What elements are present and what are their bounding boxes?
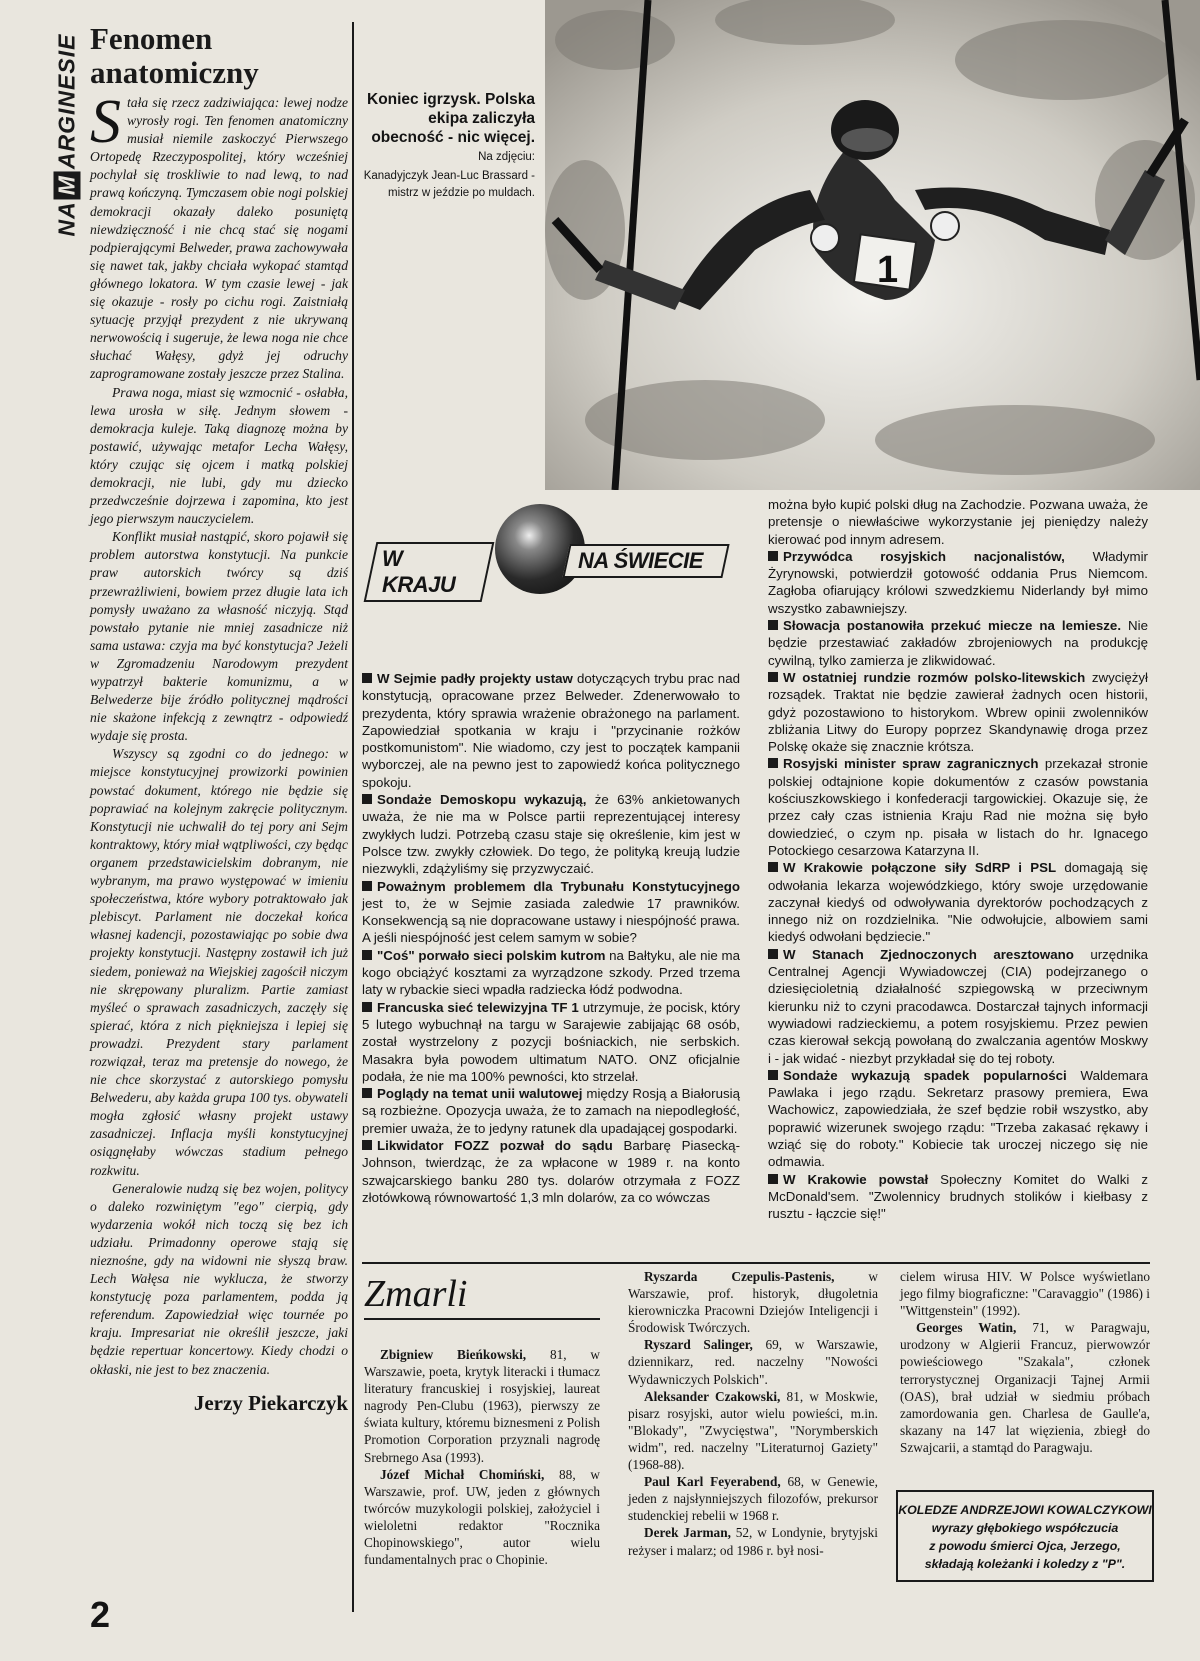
obituary-continuation: cielem wirusa HIV. W Polsce wyświetlano jego filmy biograficzne: "Caravaggio" (1986) i "Wittgenstein" (1992).	[900, 1269, 1150, 1319]
obituary-entry: Georges Watin, 71, w Paragwaju, urodzony w Algierii Francuz, pierwowzór powieściowego "Szakala", członek terrorystycznej Organizacji Tajnej Armii (OAS), brał udział w siedmiu próbach zamordowania gen. Charlesa de Gaulle'a, skazany na 147 lat więzienia, zbiegł do Szwajcarii, a stamtąd do Paragwaju.	[900, 1320, 1150, 1455]
news-column-1	[362, 670, 740, 1206]
article-paragraph: Stała się rzecz zadziwiająca: lewej nodze wyrosły rogi. Ten fenomen anatomiczny musiał niemile zaskoczyć Pierwszego Ortopedę Rzeczypospolitej, który wcześniej pochylał się troskliwie to nad lewą, to nad prawą kończyną. Tymczasem obie nogi polskiej demokracji okazały daleko posuniętą niewdzięczność i nie chcą stać się nogami podpierającymi Belweder, prawa zachowywała się nawet tak, jakby chciała wykopać stamtąd głównego lokatora. W tym czasie lewej - jak się okazuje - rosły po cichu rogi. Zaistniałą sytuację przyjął prezydent z nie ukrywaną nerwowością i sugeruje, że lewa noga nie chce słuchać Wałęsy, gdyż jej odruchy zaprogramowane zostały jeszcze przez Stalina.	[90, 88, 348, 382]
bullet-icon	[362, 1002, 372, 1012]
news-item: "Coś" porwało sieci polskim kutrom na Bałtyku, ale nie ma kogo obciążyć kosztami za wyrządzone szkody. Przed trzema laty w rybackie sieci wpadła radziecka łódź podwodna.	[362, 947, 740, 998]
article-paragraph: Generalowie nudzą się bez wojen, politycy o daleko rozwiniętym "ego" cierpią, gdy wydarzenia wokół nich toczą się bez ich udziału. Primadonny operowe stają się nieznośne, gdy na widowni nie słyszą braw. Lech Wałęsa nie wyklucza, że stworzy konstytucję poza parlamentem, podda ją referendum. Zapowiedział więc tournée po kraju. Impresariat nie określił jeszcze, jaki będzie repertuar koncertowy. Kiedy chodzi o okłaski, nie jest to bez znaczenia.	[90, 1180, 348, 1377]
section-label-m-box: M	[54, 171, 81, 199]
news-item: Poglądy na temat unii walutowej między Rosją a Białorusią są rozbieżne. Opozycja uważa, że to zamach na niepodległość, premier uważa, że to jedyny ratunek dla upadającej gospodarki.	[362, 1086, 740, 1136]
section-label-suffix: ARGINESIE	[53, 33, 80, 170]
drop-cap: S	[90, 88, 121, 156]
news-item: W Stanach Zjednoczonych aresztowano urzędnika Centralnej Agencji Wywiadowczej (CIA) podejrzanego o dziesięcioletnią działalność szpiegowską w przeciwnym kierunku niż to czyni pracodawca. Dostarczał tajnych informacji wywiadowi radzieckiemu, a potem rosyjskiemu. Przez pewien czas kierował sekcją powołaną do zwalczania agentów Moskwy i - jak widać - niezbyt przykładał się do tej roboty.	[768, 946, 1148, 1066]
article-paragraph: Prawa noga, miast się wzmocnić - osłabła, lewa urosła w siłę. Jednym słowem - demokracja kuleje. Taką diagnozę można by postawić, używając metafor Lecha Wałęsy, który czując się ojcem i matką polskiej demokracji, nie lubi, gdy mu dziecko przedwcześnie dojrzewa i zapomina, kto jest jego pierwszym nauczycielem.	[90, 384, 348, 527]
obituaries-column-2	[628, 1268, 878, 1559]
condolence-box	[896, 1490, 1154, 1582]
news-item: W Krakowie połączone siły SdRP i PSL domagają się odwołania lekarza wojewódzkiego, który swoje urzędowanie zaczynał kiedyś od odwoływania dyrektorów pochodzących z innego niż on rozdzielnika. "Nie odwołujcie, albowiem sami kiedyś odwołani będziecie."	[768, 860, 1148, 945]
bullet-icon	[768, 672, 778, 682]
article-body	[90, 88, 348, 1379]
obituary-entry: Paul Karl Feyerabend, 68, w Genewie, jeden z najsłynniejszych filozofów, prekursor studenckiej rebelii w 1968 r.	[628, 1474, 878, 1524]
news-item: Słowacja postanowiła przekuć miecze na lemiesze. Nie będzie przestawiać zakładów zbrojeniowych na produkcję cywilną, tylko zamierza je zlikwidować.	[768, 618, 1148, 668]
news-item: Sondaże wykazują spadek popularności Waldemara Pawlaka i jego rządu. Sekretarz prasowy premiera, Ewa Wachowicz, zapowiedziała, że szef będzie robił wszystko, aby poprawić wizerunek swojego rządu: "Trzeba zakasać rękawy i wziąć się do roboty." Kobiecie tak uroczej niczego się nie odmawia.	[768, 1067, 1149, 1170]
obituary-entry: Ryszard Salinger, 69, w Warszawie, dziennikarz, red. naczelny "Nowości Wydawniczych Polskich".	[628, 1337, 879, 1387]
condolence-line: KOLEDZE ANDRZEJOWI KOWALCZYKOWI	[898, 1503, 1152, 1517]
obituaries-column-1	[364, 1346, 600, 1568]
obituary-entry: Ryszarda Czepulis-Pastenis, w Warszawie, prof. historyk, długoletnia kierowniczka Pracowni Dziejów Inteligencji i Środowisk Twórczych.	[628, 1269, 878, 1336]
bullet-icon	[362, 881, 372, 891]
news-item: Poważnym problemem dla Trybunału Konstytucyjnego jest to, że w Sejmie zasiada zaledwie 17 prawników. Konsekwencją są nie dopracowane ustawy i niespójność prawa. A jeśli niespójność jest celem samym w sobie?	[362, 878, 740, 946]
condolence-line: z powodu śmierci Ojca, Jerzego,	[929, 1539, 1121, 1553]
left-article	[90, 22, 348, 1416]
bullet-icon	[362, 950, 372, 960]
bullet-icon	[362, 1088, 372, 1098]
logo-right-text: NA ŚWIECIE	[578, 548, 703, 573]
section-label-prefix: NA	[53, 201, 80, 237]
section-divider	[362, 1262, 1150, 1264]
skier-illustration	[545, 0, 1200, 490]
obituary-entry: Zbigniew Bieńkowski, 81, w Warszawie, poeta, krytyk literacki i tłumacz literatury francuskiej i rosyjskiej, laureat nagrody Pen-Clubu (1963), pierwszy ze świata kultury, któremu biznesmeni z Polish Promotion Corporation przyznali nagrodę Srebrnego Asa (1993).	[364, 1347, 600, 1465]
news-item: Sondaże Demoskopu wykazują, że 63% ankietowanych uważa, że nie ma w Polsce partii reprezentującej interesy zwykłych ludzi. Potrzebą czasu staje się określenie, kim jest w Polsce tzw. zwykły człowiek. Do tego, że polityką kreują ludzie niezwykli, zdążyliśmy się przyzwyczaić.	[362, 792, 740, 877]
news-item: Przywódca rosyjskich nacjonalistów, Władymir Żyrynowski, potwierdził gotowość oddania Prus Niemcom. Zagłoba ofiarujący królowi szwedzkiemu Niderlandy był mimo wszystko zabawniejszy.	[768, 548, 1148, 616]
caption-headline: Koniec igrzysk. Polska ekipa zaliczyła obecność - nic więcej.	[367, 91, 535, 146]
page-number: 2	[90, 1594, 111, 1635]
article-author: Jerzy Piekarczyk	[193, 1390, 348, 1415]
bullet-icon	[768, 949, 778, 959]
logo-left-text: W KRAJU	[382, 546, 456, 597]
obituaries-column-3	[900, 1268, 1150, 1456]
news-item: Likwidator FOZZ pozwał do sądu Barbarę Piasecką-Johnson, twierdząc, że za wpłacone w 1989 r. na konto szwajcarskiego banku 280 tys. dolarów otrzymała z FOZZ złotówkową równowartość 1,3 mln dolarów, za co wówczas	[362, 1138, 740, 1205]
obituary-entry: Aleksander Czakowski, 81, w Moskwie, pisarz rosyjski, autor wielu powieści, m.in. "Blokady", "Zwycięstwa", "Norymberskich widm", red. naczelny "Literaturnoj Gaziety" (1968-88).	[628, 1388, 878, 1473]
bullet-icon	[768, 551, 778, 561]
logo-left-box	[364, 542, 495, 602]
news-item: W ostatniej rundzie rozmów polsko-litewskich zwyciężył rozsądek. Traktat nie będzie zawierał żadnych ocen historii, gdyż pozostawiono to historykom. Wbrew opinii zwolenników zbliżania Litwy do Europy poprzez Skandynawię droga przez Polskę okaże się znacznie krótsza.	[768, 669, 1148, 755]
caption-label: Na zdjęciu:	[478, 151, 535, 163]
bullet-icon	[768, 1174, 778, 1184]
article-title: Fenomen anatomiczny	[90, 21, 259, 90]
bullet-icon	[768, 1070, 778, 1080]
bib-number: 1	[877, 249, 899, 291]
caption-text: Kanadyjczyk Jean-Luc Brassard - mistrz w jeździe po muldach.	[363, 170, 535, 199]
obituary-entry: Józef Michał Chomiński, 88, w Warszawie, prof. UW, jeden z głównych twórców muzykologii polskiej, założyciel i wieloletni redaktor "Rocznika Chopinowskiego", autor wielu fundamentalnych prac o Chopinie.	[364, 1466, 600, 1568]
section-label	[52, 20, 82, 250]
bullet-icon	[768, 862, 778, 872]
article-paragraph: Konflikt musiał nastąpić, skoro pojawił się problem autorstwa konstytucji. Na punkcie praw autorskich twórcy są dziś przewrażliwieni, bowiem przez długie lata ich pomysły uważano za własność niczyją. Stąd powstało pytanie nie mniej zasadnicze niż sama ustawa: czyja ma być konstytucja? Jeżeli w Zgromadzeniu Narodowym prezydent wypatrzył bakterie komunizmu, a w Belwederze bije źródło politycznej mądrości nie skażone infekcją z zewnątrz - odpowiedź wydaje się prosta.	[90, 529, 348, 744]
bullet-icon	[768, 758, 778, 768]
article-paragraph: Wszyscy są zgodni co do jednego: w miejsce konstytucyjnej prowizorki powinien powstać dokument, którego nie będzie się poprawiać na kolejnym zakręcie politycznym. Konstytucji nie uchwalił do tej pory ani Sejm kontraktowy, który miał wątpliwości, czy będąc organem przedstawicielskim dobranym, nie wybranym, ma prawo występować w imieniu społeczeństwa, które wybory potraktowało jak plebiscyt. Parlament nie doczekał końca własnej kadencji, pozostawiając po sobie dwa projekty konstytucji. Następny zostawił ich już siedem, ponieważ na Wiejskiej zagościł niczym nie skrępowany pluralizm. Partie zamiast myśleć o sprawach zasadniczych, zaczęły się spierać, która z nich piękniejsza i lepiej się prowadzi. Prezydent stary parlament rozwiązał, teraz ma pretensje do nowego, że nie chce skorzystać z autorskiego pomysłu Belwederu, aby każda grupa 100 tys. obywateli mogła zgłosić własny projekt ustawy zasadniczej. Inflacja myśli konstytucyjnej osiągnęłaby wówczas stadium pełnego rozkwitu.	[90, 746, 348, 1178]
skier-photo	[545, 0, 1200, 490]
news-item: W Krakowie powstał Społeczny Komitet do Walki z McDonald'sem. "Zwolennicy brudnych stolików i kiełbasy z rusztu - łączcie się!"	[768, 1171, 1148, 1222]
news-item: W Sejmie padły projekty ustaw dotyczących trybu prac nad konstytucją, opracowane przez Belweder. Zdenerwowało to prezydenta, który sprawia wrażenie obrażonego na parlament. Zapowiedział spotkania w kraju i "przycinanie rożków postkomunistom". Nie wiadomo, czy jest to początek kampanii wyborczej, ale na pewno jest to zapowiedź końca politycznego spokoju.	[362, 671, 740, 790]
bullet-icon	[362, 1140, 372, 1150]
bullet-icon	[362, 794, 372, 804]
obituaries-heading-rule	[364, 1318, 600, 1320]
bullet-icon	[362, 673, 372, 683]
section-logo	[370, 498, 730, 598]
news-column-2	[768, 496, 1148, 1222]
obituary-entry: Derek Jarman, 52, w Londynie, brytyjski reżyser i malarz; od 1986 r. był nosi-	[628, 1525, 878, 1558]
condolence-line: składają koleżanki i koledzy z "P".	[924, 1557, 1126, 1571]
photo-caption	[360, 90, 535, 202]
condolence-line: wyrazy głębokiego współczucia	[931, 1521, 1119, 1535]
news-item: Francuska sieć telewizyjna TF 1 utrzymuje, że pocisk, który 5 lutego wybuchnął na targu w Sarajewie zabijając 68 osób, został wystrzelony z pozycji bośniackich, nie serbskich. Masakra była powodem ultimatum NATO. ONZ oficjalnie podała, że nie ma 100% pewności, kto strzelał.	[362, 999, 740, 1084]
news-continuation: można było kupić polski dług na Zachodzie. Pozwana uważa, że pretensje o niewłaściwe wykorzystanie jej pieniędzy należy kierować pod innym adresem.	[768, 497, 1148, 547]
column-divider	[352, 22, 354, 1612]
news-item: Rosyjski minister spraw zagranicznych przekazał stronie polskiej odtajnione kopie dokumentów z czasów powstania kościuszkowskiego i konfederacji targowickiej. Okazuje się, że przez cały czas istnienia Kraju Rad nie można się było dowiedzieć, o czym np. pisała w listach do hr. Ignacego Potockiego cesarzowa Katarzyna II.	[768, 756, 1148, 858]
bullet-icon	[768, 620, 778, 630]
logo-right-box	[562, 544, 729, 578]
obituaries-heading: Zmarli	[364, 1273, 468, 1315]
